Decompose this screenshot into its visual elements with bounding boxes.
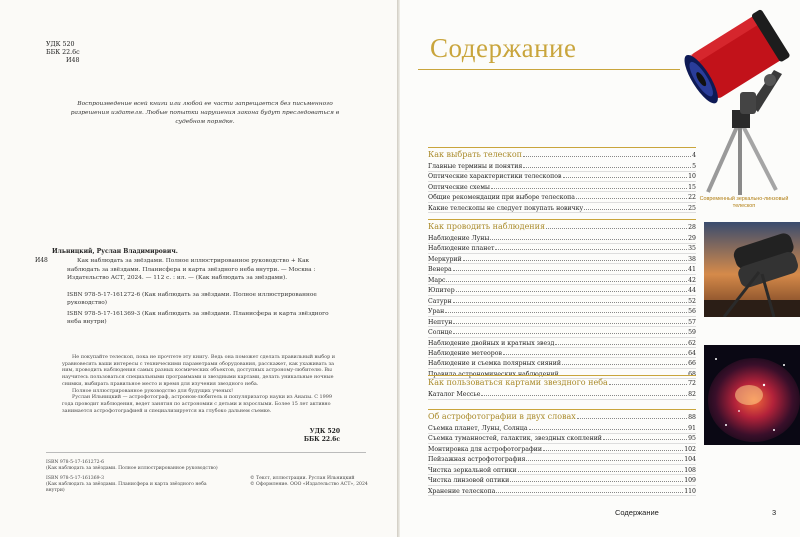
toc-entry[interactable]	[428, 296, 696, 305]
toc-entry-label: Главные термины и понятия	[428, 163, 523, 170]
toc-page-number: 88	[688, 414, 696, 421]
leader-dots	[603, 439, 687, 440]
toc-entry[interactable]	[428, 264, 696, 273]
annotation-paragraph: Полное иллюстрированное руководство для будущих ученых!	[72, 387, 234, 394]
toc-entry-label: Юпитер	[428, 287, 455, 295]
toc-entry-label: Наблюдение метеоров	[428, 349, 502, 357]
toc-entry-label: Оптические характеристики телескопов	[428, 173, 562, 181]
toc-entry[interactable]	[428, 275, 696, 284]
toc-page-number: 62	[688, 339, 696, 347]
toc-page-number: 82	[688, 391, 696, 398]
toc-entry[interactable]	[428, 161, 696, 170]
leader-dots	[555, 344, 687, 345]
copyright-block	[250, 476, 370, 488]
leader-dots	[562, 364, 687, 365]
author-mark-margin: И48	[35, 257, 48, 264]
leader-dots	[496, 492, 683, 493]
toc-page-number: 102	[684, 445, 696, 453]
bibliographic-description: Как наблюдать за звёздами. Полное иллюстрированное руководство + Как наблюдать за звёздами. Планисфера и карта звёздного неба внутри. — Москва : Издательство АСТ, 2024. — 112 с. : ил. — (Как наблюдать за звёздами).	[67, 258, 316, 282]
nebula-photo	[704, 345, 800, 445]
leader-dots	[453, 323, 687, 324]
toc-entry-label: Оптические схемы	[428, 183, 490, 191]
right-page	[400, 0, 800, 537]
author-name: Ильницкий, Руслан Владимирович.	[52, 248, 178, 255]
leader-dots	[577, 418, 687, 419]
footer-isbn: ISBN 978-5-17-161272-6	[46, 460, 105, 465]
leader-dots	[453, 333, 687, 334]
leader-dots	[523, 167, 691, 168]
leader-dots	[445, 312, 687, 313]
toc-entry[interactable]	[428, 317, 696, 326]
leader-dots	[523, 156, 691, 157]
toc-entry[interactable]	[428, 182, 696, 191]
toc-section[interactable]	[428, 378, 696, 387]
title-rule	[418, 69, 680, 70]
leader-dots	[546, 228, 687, 229]
toc-page-number: 72	[688, 380, 696, 387]
leader-dots	[453, 302, 688, 303]
toc-entry[interactable]	[428, 358, 696, 367]
toc-page-number: 29	[688, 235, 696, 242]
toc-section-title: Об астрофотографии в двух словах	[428, 412, 576, 421]
toc-entry-label: Съемка планет, Луны, Солнца	[428, 425, 528, 432]
toc-page-number: 108	[684, 466, 696, 474]
row-divider	[428, 495, 696, 496]
toc-page-number: 4	[692, 152, 696, 159]
toc-page-number: 28	[688, 224, 696, 231]
toc-entry-label: Хранение телескопа	[428, 487, 496, 495]
leader-dots	[543, 450, 683, 451]
toc-entry-label: Венера	[428, 266, 452, 274]
leader-dots	[491, 188, 687, 189]
toc-entry[interactable]	[428, 389, 696, 398]
toc-section-title: Как выбрать телескоп	[428, 150, 523, 159]
toc-section[interactable]	[428, 150, 696, 159]
toc-entry[interactable]	[428, 369, 696, 378]
toc-page-number: 95	[688, 435, 696, 443]
toc-entry[interactable]	[428, 203, 696, 212]
toc-entry-label: Нептун	[428, 318, 453, 326]
toc-page-number: 110	[684, 487, 696, 495]
toc-entry[interactable]	[428, 454, 696, 463]
section-rule	[428, 219, 696, 220]
toc-entry-label: Наблюдение Луны	[428, 235, 490, 242]
leader-dots	[526, 460, 683, 461]
leader-dots	[495, 249, 687, 250]
toc-page-number: 44	[688, 287, 696, 295]
leader-dots	[481, 395, 687, 396]
toc-section[interactable]	[428, 412, 696, 421]
row-divider	[428, 399, 696, 400]
footer-title: (Как наблюдать за звёздами. Полное иллюстрированное руководство)	[46, 466, 218, 471]
toc-page-number: 91	[688, 425, 696, 432]
annotation	[62, 354, 344, 414]
bbk-code: ББК 22.6с	[46, 49, 80, 56]
imprint-codes	[46, 41, 80, 65]
copyright-warning: Воспроизведение всей книги или любой ее части запрещается без письменного разрешения издателя. Любые попытки нарушения закона будут преследоваться в судебном порядке.	[70, 101, 340, 126]
toc-entry-label: Меркурий	[428, 255, 462, 263]
toc-page-number: 22	[688, 194, 696, 202]
copyright-line: © Оформление. ООО «Издательство АСТ», 2024	[250, 482, 368, 487]
toc-entry-label: Наблюдение планет	[428, 245, 495, 253]
divider	[46, 452, 366, 453]
leader-dots	[529, 429, 688, 430]
leader-dots	[503, 354, 687, 355]
toc-page-number: 35	[688, 245, 696, 253]
toc-entry-label: Наблюдение двойных и кратных звезд	[428, 339, 555, 347]
toc-section[interactable]	[428, 222, 696, 231]
toc-page-number: 57	[688, 318, 696, 326]
footer-isbn: ISBN 978-5-17-161369-3	[46, 476, 105, 481]
leader-dots	[490, 239, 687, 240]
page-title: Содержание	[430, 33, 577, 63]
footer-title: (Как наблюдать за звёздами. Планисфера и карта звёздного неба внутри)	[46, 482, 207, 493]
leader-dots	[609, 384, 687, 385]
annotation-paragraph: Не покупайте телескоп, пока не прочтете эту книгу. Ведь она поможет сделать правильный выбор и уравновесить ваши интересы с техническими параметрами оборудования, расскажет, как ухаживать за ним, проводить наблюдения самых разных космических объектов, доступных астроному-любителю. Вы научитесь пользоваться специальными программами и звездными картами, делать уникальные ночные снимки, выбирать правильное место и время для изучения звездного неба.	[62, 354, 336, 387]
udk-code: УДК 520	[46, 41, 75, 48]
left-page	[0, 0, 397, 537]
section-rule	[428, 409, 696, 410]
section-rule	[428, 375, 696, 376]
toc-entry-label: Марс	[428, 276, 446, 284]
toc-page-number: 25	[688, 204, 696, 212]
leader-dots	[456, 291, 687, 292]
toc-entry-label: Монтировка для астрофотографии	[428, 445, 542, 453]
toc-entry[interactable]	[428, 348, 696, 357]
toc-section-title: Как проводить наблюдения	[428, 222, 546, 231]
telescope-caption: Современный зеркально-линзовый телескоп	[699, 196, 789, 209]
toc-entry-label: Каталог Мессье	[428, 391, 481, 398]
toc-entry[interactable]	[428, 306, 696, 315]
toc-entry[interactable]	[428, 475, 696, 484]
toc-entry-label: Наблюдение и съемка полярных сияний	[428, 360, 561, 368]
isbn-line-1: ISBN 978-5-17-161272-6 (Как наблюдать за звёздами. Полное иллюстрированное руководство)	[67, 292, 317, 307]
toc-entry[interactable]	[428, 433, 696, 442]
isbn-line-2: ISBN 978-5-17-161369-3 (Как наблюдать за звёздами. Планисфера и карта звёздного неба внутри)	[67, 311, 329, 326]
footer-isbn-block	[46, 460, 226, 494]
section-rule	[428, 147, 696, 148]
bbk-code: ББК 22.6с	[303, 436, 340, 444]
toc-page-number: 38	[688, 255, 696, 263]
imprint-codes-bottom	[288, 428, 340, 445]
leader-dots	[576, 198, 687, 199]
toc-entry-label: Какие телескопы не следует покупать новичку	[428, 204, 584, 212]
toc-entry[interactable]	[428, 233, 696, 242]
leader-dots	[453, 270, 687, 271]
udk-code: УДК 520	[309, 428, 340, 435]
copyright-line: © Текст, иллюстрации. Руслан Ильницкий	[250, 476, 355, 481]
leader-dots	[563, 177, 688, 178]
toc-page-number: 10	[688, 173, 696, 181]
toc-entry-label: Уран	[428, 308, 445, 316]
toc-entry[interactable]	[428, 243, 696, 252]
toc-entry[interactable]	[428, 285, 696, 294]
toc-page-number: 56	[688, 308, 696, 316]
row-divider	[428, 212, 696, 213]
telescope-illustration	[678, 0, 800, 195]
toc-entry-label: Съемка туманностей, галактик, звездных скоплений	[428, 435, 602, 443]
toc-entry-label: Пейзажная астрофотография	[428, 456, 526, 464]
toc-page-number: 64	[688, 349, 696, 357]
toc-entry[interactable]	[428, 254, 696, 263]
toc-entry[interactable]	[428, 486, 696, 495]
toc-entry-label: Чистка зеркальной оптики	[428, 466, 517, 474]
leader-dots	[463, 260, 687, 261]
binoculars-photo	[704, 222, 800, 317]
page-number: 3	[772, 508, 777, 517]
author-mark: И48	[66, 57, 80, 64]
toc-entry[interactable]	[428, 423, 696, 432]
toc-entry[interactable]	[428, 444, 696, 453]
leader-dots	[584, 209, 687, 210]
toc-page-number: 5	[692, 163, 696, 170]
toc-entry-label: Чистка линзовой оптики	[428, 477, 510, 485]
toc-entry-label: Общие рекомендации при выборе телескопа	[428, 194, 575, 202]
toc-entry-label: Сатурн	[428, 297, 452, 305]
running-footer: Содержание	[615, 508, 659, 517]
leader-dots	[510, 481, 683, 482]
leader-dots	[518, 471, 684, 472]
toc-section-title: Как пользоваться картами звездного неба	[428, 378, 608, 387]
toc-entry[interactable]	[428, 338, 696, 347]
toc-entry[interactable]	[428, 327, 696, 336]
toc-entry[interactable]	[428, 192, 696, 201]
toc-page-number: 109	[684, 477, 696, 485]
toc-entry[interactable]	[428, 465, 696, 474]
toc-page-number: 15	[688, 183, 696, 191]
toc-page-number: 52	[688, 297, 696, 305]
leader-dots	[446, 281, 687, 282]
toc-page-number: 104	[684, 456, 696, 464]
toc-entry-label: Солнце	[428, 329, 453, 337]
toc-entry[interactable]	[428, 171, 696, 180]
toc-page-number: 59	[688, 329, 696, 337]
annotation-paragraph: Руслан Ильницкий — астрофотограф, астроном-любитель и популяризатор науки из Анапы. С 1999 года проводит наблюдения, ведет занятия по астрономии с детьми и взрослыми. Более 15 лет активно занимается астрофотографией и специализируется на глубоко дальнем съемке.	[62, 394, 332, 414]
toc-page-number: 42	[688, 276, 696, 284]
toc-page-number: 66	[688, 360, 696, 368]
toc-page-number: 41	[688, 266, 696, 274]
